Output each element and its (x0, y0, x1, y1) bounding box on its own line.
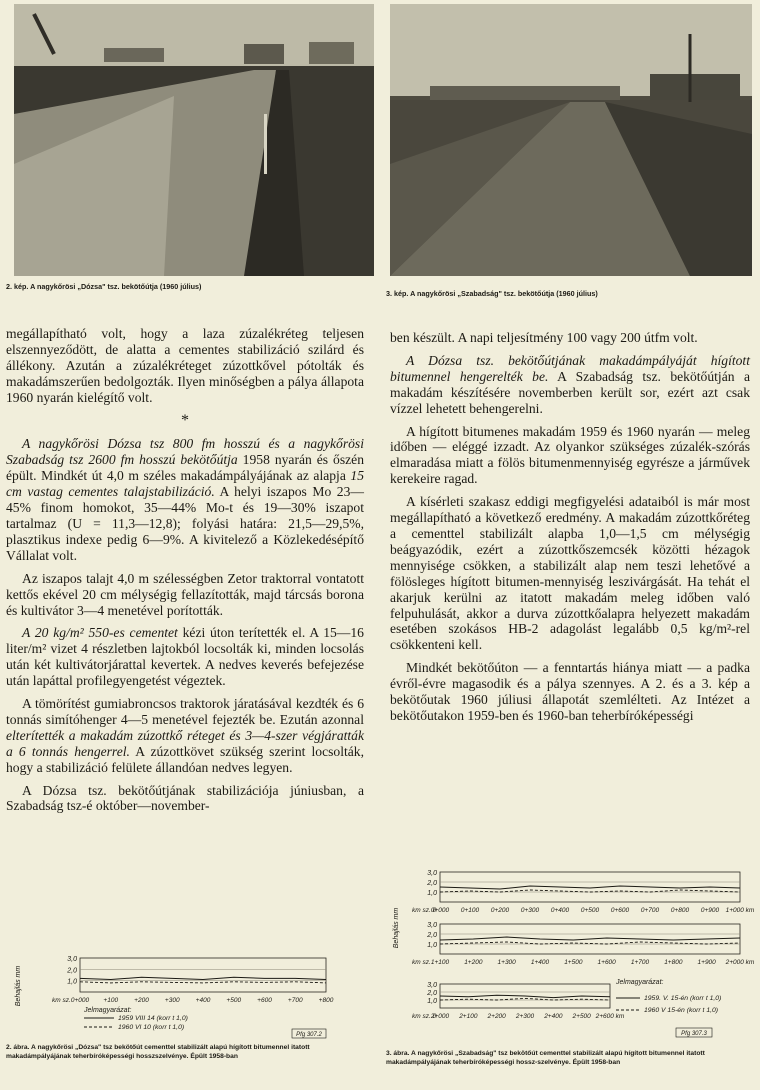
photo-right-caption: 3. kép. A nagykőrösi „Szabadság" tsz. bekötőútja (1960 július) (386, 289, 598, 298)
fig3-panel-3-x-tick-label: 2+600 km (595, 1013, 625, 1020)
fig3-panel-2-x-tick-label: 1+200 (464, 959, 483, 966)
fig3-panel-1-x-tick-label: 0+100 (460, 907, 480, 914)
fig3-panel-3-x-tick-label: 2+400 (544, 1013, 563, 1020)
fig3-panel-1-x-tick-label: 0+600 (610, 907, 630, 914)
fig2-legend-label-2: 1960 VI 10 (korr t 1,0) (118, 1024, 185, 1031)
fig3-panel-2-x-tick-label: 1+300 (497, 959, 516, 966)
left-paragraph-5-text-b: A zúzottkövet szükség szerint locsolták, hogy a stabilizáció felülete állandóan nedves legyen. (6, 743, 364, 775)
left-paragraph-4-emphasis: A 20 kg/m² 550-es cementet (22, 625, 178, 641)
fig3-panel-2-y-tick-label: 2,0 (427, 932, 437, 939)
fig3-panel-3-x-prefix-label: km sz. 0 (412, 1013, 437, 1020)
fig2-y-tick-label: 1,0 (67, 978, 77, 986)
photo-szabadsag-road (390, 4, 752, 276)
fig2-y-tick-label: 2,0 (67, 967, 77, 975)
right-paragraph-5: Mindkét bekötőúton — a fenntartás hiánya miatt — a padka évről-évre magasodik és a pálya szennyes. A 2. és a 3. kép a bekötőutak 1960 júliusi állapotát szemlélteti. Az Intézet a bekötőutakon 1959-ben és 1960-ban teherbíróképességi (390, 660, 750, 723)
fig3-panel-2-y-tick-label: 3,0 (427, 922, 437, 929)
left-paragraph-2-text-b: A helyi iszapos Mo 23—45% finom homokot, 35—44% Mo-t és 19—30% iszapot tartalmaz (U = 11,3—12,8); folyási határa: 21,5—29,5%, plasztikus indexe pedig 6—9%. A kivitelező a Közlekedésépítő Vállalat volt. (6, 484, 364, 563)
fig3-panel-3-series-line-1 (440, 995, 610, 997)
fig2-y-axis-label: Behajlás mm (15, 965, 22, 1007)
fig3-panel-1-series-line-1 (440, 886, 740, 889)
right-paragraph-2-emphasis: A Dózsa tsz. bekötőútjának makadámpályáját hígított bitumennel hengerelték be. (390, 352, 750, 384)
left-paragraph-5-text-a: A tömörítést gumiabroncsos traktorok járatásával kezdték és 6 tonnás simítóhenger 4—5 menetével fejezték be. Ezután azonnal (6, 696, 364, 727)
left-paragraph-2-emphasis: A nagykőrösi Dózsa tsz 800 fm hosszú és a nagykőrösi Szabadság tsz 2600 fm hosszú bekötőútja (6, 436, 364, 468)
left-paragraph-2-text-a: 1958 nyarán és őszén épült. Mindkét út 4,0 m széles makadámpályájának az alapja (6, 452, 364, 484)
fig3-panel-1-y-tick-label: 2,0 (427, 880, 437, 887)
left-paragraph-2-emphasis-2: 15 cm vastag cementes talajstabilizáció. (6, 468, 364, 500)
figure-2-caption: 2. ábra. A nagykőrösi „Dózsa" tsz bekötőút cementtel stabilizált alapú hígított bitumennel itatott makadámpályájának teherbíróképességi hosszszelvénye. Épült 1958-ban (6, 1044, 310, 1060)
fig3-panel-2-y-tick-label: 1,0 (427, 942, 437, 949)
left-paragraph-5-emphasis: elterítették a makadám zúzottkő réteget és 3—4-szer végjáratták a 6 tonnás hengerrel. (6, 727, 364, 759)
fig2-x-tick-label: +600 (257, 997, 272, 1004)
fig3-panel-1-y-tick-label: 3,0 (427, 870, 437, 877)
fig3-legend-title: Jelmagyarázat: (616, 979, 664, 986)
fig2-x-tick-label: +200 (134, 997, 149, 1004)
fig3-panel-3-x-tick-label: 2+200 (487, 1013, 506, 1020)
fig3-panel-2-x-tick-label: 1+500 (564, 959, 583, 966)
left-paragraph-3: Az iszapos talajt 4,0 m szélességben Zetor traktorral vontatott kettős ekével 20 cm mélységig fellazították, majd tárcsás borona és kultivátor 3—4 menetével porították. (6, 570, 364, 618)
fig3-panel-2-x-tick-label: 1+600 (597, 959, 616, 966)
fig3-panel-2-series-line-1 (440, 937, 740, 940)
fig3-panel-1-x-tick-label: 0+500 (580, 907, 600, 914)
fig2-legend-label-1: 1959 VIII 14 (korr t 1,0) (118, 1015, 188, 1022)
fig3-panel-3-y-tick-label: 2,0 (427, 990, 437, 997)
fig3-panel-1-x-prefix-label: km sz. 0 (412, 907, 437, 914)
figure-2-svg (6, 952, 366, 1040)
fig3-panel-3-x-tick-label: 2+100 (459, 1013, 478, 1020)
right-text-column (390, 330, 750, 731)
fig3-panel-1-x-tick-label: 0+800 (670, 907, 690, 914)
left-paragraph-4 (6, 625, 364, 689)
fig3-legend-label-2: 1960 V 15-én (korr t 1,0) (644, 1007, 719, 1014)
section-separator-star: * (181, 411, 189, 429)
fig3-panel-2-x-tick-label: 2+000 km (725, 959, 755, 966)
figure-3-caption: 3. ábra. A nagykőrösi „Szabadság" tsz bekötőút cementtel stabilizált alapú hígított bitumennel itatott makadámpályájának teherbíróképességi hossz-szelvénye. Épült 1958-ban (386, 1050, 705, 1066)
fig3-panel-1-x-tick-label: 1+000 km (725, 907, 755, 914)
left-paragraph-4-text: kézi úton terítették el. A 15—16 liter/m² vizet 4 részletben lajtokból locsolták ki, minden locsolás után két kultivátorjárattal kevertek. A nedves keverés befejezése után lapáttal profilegyengetést végeztek. (6, 625, 364, 689)
fig2-x-tick-label: +500 (226, 997, 242, 1004)
left-paragraph-6: A Dózsa tsz. bekötőútjának stabilizációja júniusban, a Szabadság tsz-é október—november- (6, 782, 364, 814)
fig3-panel-1-x-tick-label: 0+200 (490, 907, 510, 914)
right-paragraph-2-text: A Szabadság tsz. bekötőútján a makadám készítésére novemberben került sor, ezért azt csak vízzel lehetett behengerelni. (390, 368, 750, 416)
photo-dozsa-road (14, 4, 374, 276)
fig2-x-tick-label: +100 (103, 997, 119, 1004)
fig2-stamp: Pfg 307.2 (296, 1032, 322, 1038)
photo-dozsa-road-image (14, 4, 374, 276)
fig3-panel-1-x-tick-label: 0+700 (640, 907, 660, 914)
fig3-panel-2-x-tick-label: 1+100 (430, 959, 450, 966)
left-paragraph-2 (6, 436, 364, 563)
fig2-y-tick-label: 3,0 (67, 956, 77, 963)
fig3-y-axis-label: Behajlás mm (393, 907, 400, 949)
fig2-plot-frame (80, 958, 326, 992)
fig3-panel-3-x-tick-label: 2+500 (572, 1013, 591, 1020)
fig2-x-tick-label: 0+000 (70, 997, 90, 1004)
photo-left-caption: 2. kép. A nagykőrösi „Dózsa" tsz. bekötőútja (1960 július) (6, 282, 202, 291)
fig3-panel-2-x-tick-label: 1+900 (697, 959, 716, 966)
fig3-panel-3-y-tick-label: 3,0 (427, 982, 437, 989)
right-paragraph-3: A hígított bitumenes makadám 1959 és 1960 nyarán — meleg időben — eléggé izzadt. Az olyankor szükséges zúzalék-szórás elmaradása miatt a fölös bitumenmennyiség egyrésze a járművek kerekeire ragad. (390, 423, 750, 487)
fig3-panel-1-x-tick-label: 0+300 (520, 907, 540, 914)
left-text-column (6, 326, 364, 821)
fig2-x-prefix-label: km sz. (52, 997, 71, 1004)
fig3-panel-1-x-tick-label: 0+000 (430, 907, 450, 914)
figure-2-chart (6, 952, 366, 1040)
fig3-panel-1-y-tick-label: 1,0 (427, 890, 437, 897)
fig3-panel-2-x-tick-label: 1+800 (664, 959, 683, 966)
fig3-panel-2-x-tick-label: 1+700 (630, 959, 650, 966)
fig2-legend-title: Jelmagyarázat: (84, 1007, 132, 1014)
right-paragraph-4: A kísérleti szakasz eddigi megfigyelési adataiból is már most megállapítható a következő eredmény. A makadám zúzottkőréteg a cementtel stabilizált alapba 1,0—1,5 cm mélységig beágyazódik, ezért a zúzottkőszemcsék közötti hézagok mennyisége csökken, a stabilizált alap nem teszi lehetővé a fölösleges hígított bitumen-mennyiség leszivárgását. Ha tehát el akarjuk kerülni az itatott makadám meleg időben való felpuhulását, akkor a durva zúzottkőalapra helyezett makadám esetében szokásos HB-2 adagolást legalább 0,5 kg/m²-rel csökkenteni kell. (390, 494, 750, 653)
fig3-panel-3-x-tick-label: 2+000 (430, 1013, 450, 1020)
fig2-series-line-2 (80, 982, 326, 983)
fig3-panel-2-series-line-2 (440, 942, 740, 944)
fig2-x-tick-label: +800 (318, 997, 334, 1004)
fig2-series-line-1 (80, 977, 326, 979)
fig3-panel-1-series-line-2 (440, 890, 740, 892)
fig3-stamp: Pfg 307.3 (681, 1031, 707, 1037)
fig3-panel-2-x-prefix-label: km sz. (412, 959, 431, 966)
fig3-panel-3-x-tick-label: 2+300 (515, 1013, 535, 1020)
fig2-x-tick-label: +300 (164, 997, 180, 1004)
fig3-panel-1-x-tick-label: 0+900 (700, 907, 720, 914)
left-paragraph-5 (6, 696, 364, 776)
fig3-panel-3-y-tick-label: 1,0 (427, 998, 437, 1005)
photo-szabadsag-road-image (390, 4, 752, 276)
figure-3-chart (386, 866, 756, 1044)
left-paragraph-1: megállapítható volt, hogy a laza zúzalékréteg teljesen elszennyeződött, de alatta a cementes stabilizáció szilárd és állékony. Azután a zúzalékréteget zúzottkővel pótolták és makadámszerűen bedolgozták. Ilyen minőségben a pálya állapota 1960 nyarán kielégítő volt. (6, 326, 364, 405)
right-paragraph-1: ben készült. A napi teljesítmény 100 vagy 200 útfm volt. (390, 330, 698, 345)
fig3-panel-1-x-tick-label: 0+400 (550, 907, 570, 914)
fig3-legend-label-1: 1959. V. 15-én (korr t 1,0) (644, 995, 722, 1002)
right-paragraph-2 (390, 353, 750, 417)
figure-3-svg (386, 866, 756, 1044)
fig2-x-tick-label: +700 (287, 997, 303, 1004)
fig2-x-tick-label: +400 (195, 997, 211, 1004)
fig3-panel-2-x-tick-label: 1+400 (530, 959, 550, 966)
